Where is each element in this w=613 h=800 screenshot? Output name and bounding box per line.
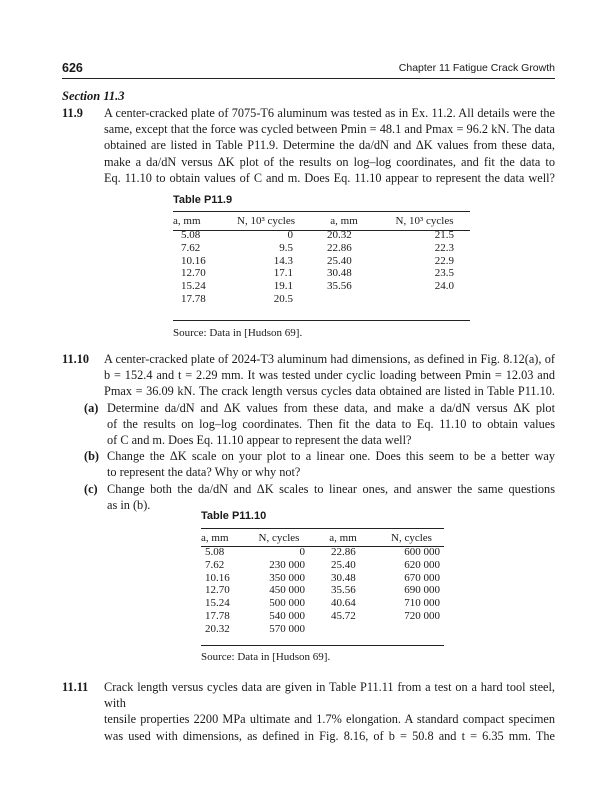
table-row (201, 559, 444, 572)
part-c (84, 481, 555, 513)
column-header: a, mm (173, 214, 201, 227)
table-cell: 45.72 (331, 609, 356, 622)
table-cell: 540 000 (269, 609, 305, 622)
table-cell: 23.5 (434, 267, 454, 280)
table-cell: 24.0 (434, 280, 454, 293)
text-line: Change both the da/dN and ΔK scales to linear ones, and answer the same questions (107, 481, 555, 496)
table-cell: 5.08 (205, 546, 225, 558)
table-cell: 15.24 (181, 280, 206, 293)
table-cell: 22.86 (331, 546, 356, 558)
table-caption: Table P11.9 (173, 194, 233, 206)
table-row (201, 623, 444, 636)
column-header: a, mm (201, 531, 229, 544)
part-label: (b) (84, 449, 100, 464)
table-row (173, 229, 470, 242)
table-cell: 620 000 (404, 558, 440, 571)
table-cell: 500 000 (269, 597, 305, 610)
table-cell (309, 293, 379, 306)
table-bottom-rule (173, 320, 470, 321)
table-cell: 20.32 (327, 229, 352, 241)
table-cell (379, 293, 470, 306)
table-cell: 22.9 (434, 254, 454, 267)
problem-11-11 (62, 679, 555, 744)
table-cell: 25.40 (331, 558, 356, 571)
table-row (173, 293, 470, 306)
table-row (173, 280, 470, 293)
problem-11-9 (62, 105, 555, 186)
part-b (84, 448, 555, 480)
text-line: A center-cracked plate of 2024-T3 aluminum had dimensions, as defined in Fig. 8.12(a), of (104, 352, 555, 366)
table-cell: 35.56 (327, 280, 352, 293)
table-cell: 0 (287, 229, 293, 241)
text-line: tensile properties 2200 MPa ultimate and 1.7% elongation. A standard compact specimen (104, 712, 555, 727)
table-row (201, 610, 444, 623)
table-caption: Table P11.10 (201, 510, 267, 522)
table-cell: 10.16 (181, 254, 206, 267)
chapter-title: Chapter 11 Fatigue Crack Growth (398, 62, 555, 74)
table-cell: 40.64 (331, 597, 356, 610)
table-cell: 12.70 (181, 267, 206, 280)
part-label: (c) (84, 481, 98, 496)
table-cell: 14.3 (273, 254, 293, 267)
table-row (201, 584, 444, 597)
table-cell: 350 000 (269, 571, 305, 584)
table-cell: 22.86 (327, 241, 352, 254)
text-line: Crack length versus cycles data are given in Table P11.11 from a test on a hard tool steel, with (104, 680, 555, 711)
table-cell: 7.62 (181, 241, 201, 254)
table-cell: 5.08 (181, 229, 201, 241)
table-cell: 30.48 (331, 571, 356, 584)
running-header (62, 62, 555, 79)
table-cell: 9.5 (279, 241, 293, 254)
text-line: was used with dimensions, as defined in Fig. 8.16, of b = 50.8 and t = 6.35 mm. The (104, 728, 555, 743)
column-header: a, mm (330, 214, 358, 227)
table-cell: 600 000 (404, 546, 440, 558)
section-heading: Section 11.3 (62, 89, 125, 103)
table-cell: 450 000 (269, 584, 305, 597)
table-row (173, 242, 470, 255)
table-cell: 20.32 (205, 622, 230, 635)
table-source: Source: Data in [Hudson 69]. (173, 327, 303, 339)
table-cell: 230 000 (269, 558, 305, 571)
table-cell: 720 000 (404, 609, 440, 622)
table-cell: 17.78 (205, 609, 230, 622)
column-header: N, 10³ cycles (237, 214, 295, 227)
table-cell: 19.1 (273, 280, 293, 293)
text-line: Determine da/dN and ΔK values from these data, and make a da/dN versus ΔK plot (107, 400, 555, 415)
table-source: Source: Data in [Hudson 69]. (201, 651, 331, 663)
part-label: (a) (84, 400, 99, 415)
table-cell: 35.56 (331, 584, 356, 597)
table-row (201, 572, 444, 585)
problem-number: 11.10 (62, 352, 89, 366)
table-cell: 0 (299, 546, 305, 558)
table-row (173, 255, 470, 268)
table-cell: 21.5 (434, 229, 454, 241)
text-line: of C and m. Does Eq. 11.10 appear to represent the data well? (107, 433, 412, 447)
table-cell: 570 000 (269, 622, 305, 635)
table-cell (379, 623, 444, 636)
table-cell: 30.48 (327, 267, 352, 280)
table-cell (307, 623, 379, 636)
table-cell: 710 000 (404, 597, 440, 610)
text-line: Pmax = 36.09 kN. The crack length versus cycles data obtained are listed in Table P11.10. (104, 384, 555, 399)
table-cell: 17.78 (181, 292, 206, 305)
page-number: 626 (62, 61, 83, 75)
text-line: as in (b). (107, 497, 151, 512)
problem-number: 11.11 (62, 680, 89, 694)
column-header: N, cycles (391, 531, 432, 544)
column-header: a, mm (329, 531, 357, 544)
text-line: to represent the data? Why or why not? (107, 465, 301, 480)
problem-number: 11.9 (62, 106, 83, 120)
table-cell: 12.70 (205, 584, 230, 597)
problem-11-10 (62, 351, 555, 400)
table-cell: 690 000 (404, 584, 440, 597)
table-cell: 670 000 (404, 571, 440, 584)
table-row (201, 597, 444, 610)
table-cell: 22.3 (434, 241, 454, 254)
part-a (84, 400, 555, 449)
table-cell: 25.40 (327, 254, 352, 267)
table-row (173, 267, 470, 280)
text-line: Change the ΔK scale on your plot to a linear one. Does this seem to be a better way (107, 449, 555, 464)
text-line: make a da/dN versus ΔK plot of the results on log–log coordinates, and fit the data to (104, 154, 555, 169)
text-line: obtained are listed in Table P11.9. Determine the da/dN and ΔK values from these data, (104, 138, 555, 153)
text-line: same, except that the force was cycled between Pmin = 48.1 and Pmax = 96.2 kN. The data (104, 122, 555, 137)
table-p11-9 (173, 212, 470, 306)
text-line: A center-cracked plate of 7075-T6 aluminum was tested as in Ex. 11.2. All details were the (104, 106, 555, 120)
table-cell: 20.5 (273, 292, 293, 305)
table-cell: 15.24 (205, 597, 230, 610)
table-cell: 10.16 (205, 571, 230, 584)
table-bottom-rule (201, 645, 444, 646)
text-line: Eq. 11.10 to obtain values of C and m. Does Eq. 11.10 appear to represent the data well? (104, 170, 555, 185)
text-line: b = 152.4 and t = 2.29 mm. It was tested under cyclic loading between Pmin = 12.03 and (104, 368, 555, 383)
text-line: of the results on log–log coordinates. Then fit the data to Eq. 11.10 to obtain values (107, 416, 555, 431)
table-p11-10 (201, 529, 444, 636)
table-row (201, 546, 444, 559)
column-header: N, cycles (258, 531, 300, 544)
table-cell: 17.1 (273, 267, 293, 280)
table-cell: 7.62 (205, 558, 225, 571)
column-header: N, 10³ cycles (395, 214, 454, 227)
